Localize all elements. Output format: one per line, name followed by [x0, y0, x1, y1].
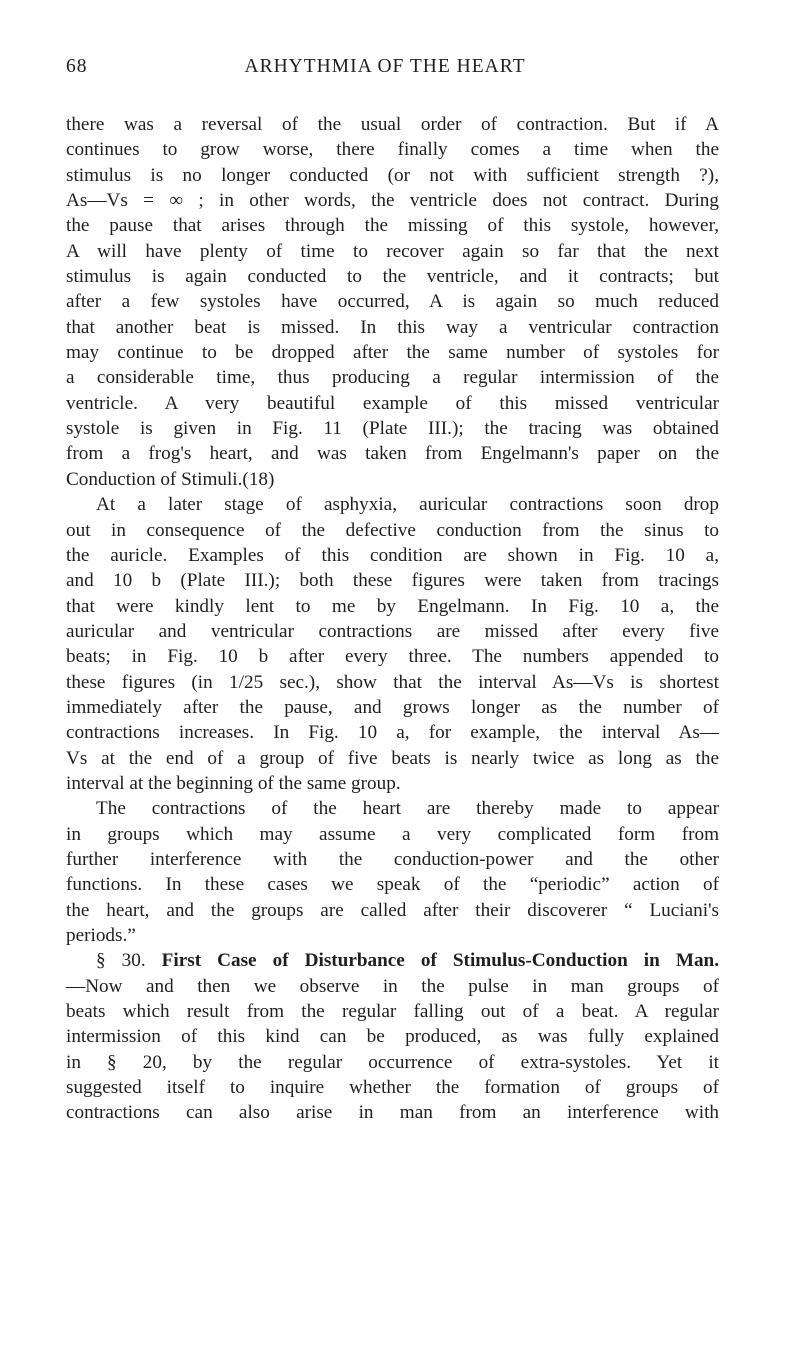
text-line: in groups which may assume a very complicated form from: [66, 823, 719, 845]
text-line: further interference with the conduction-power and the other: [66, 848, 719, 870]
text-line: stimulus is again conducted to the ventricle, and it contracts; but: [66, 266, 719, 288]
text-line: As—Vs = ∞ ; in other words, the ventricle does not contract. During: [66, 190, 719, 212]
section-heading-line: [66, 948, 719, 973]
text-line: after a few systoles have occurred, A is again so much reduced: [66, 291, 719, 313]
text-line: auricular and ventricular contractions are missed after every five: [66, 620, 719, 642]
text-line: a considerable time, thus producing a regular intermission of the: [66, 367, 719, 389]
running-title: ARHYTHMIA OF THE HEART: [244, 56, 526, 77]
text-line: interval at the beginning of the same group.: [66, 772, 401, 794]
text-line: intermission of this kind can be produced, as was fully explained: [66, 1026, 719, 1048]
text-line: these figures (in 1/25 sec.), show that the interval As—Vs is shortest: [66, 671, 719, 693]
text-line: stimulus is no longer conducted (or not with sufficient strength ?),: [66, 164, 719, 186]
page-number: 68: [66, 56, 88, 77]
text-line: Vs at the end of a group of five beats is nearly twice as long as the: [66, 747, 719, 769]
text-line: beats; in Fig. 10 b after every three. The numbers appended to: [66, 646, 719, 668]
body-text: [66, 112, 719, 1126]
text-line: functions. In these cases we speak of the “periodic” action of: [66, 874, 719, 896]
text-line: periods.”: [66, 925, 136, 946]
text-line: The contractions of the heart are thereby made to appear: [96, 798, 719, 820]
text-line: the pause that arises through the missing of this systole, however,: [66, 215, 719, 237]
text-line: Conduction of Stimuli.(18): [66, 468, 275, 490]
text-line: that were kindly lent to me by Engelmann. In Fig. 10 a, the: [66, 595, 719, 617]
text-line: contractions increases. In Fig. 10 a, for example, the interval As—: [66, 722, 719, 744]
text-line: continues to grow worse, there finally comes a time when the: [66, 139, 719, 161]
text-line: out in consequence of the defective conduction from the sinus to: [66, 519, 719, 541]
text-line: and 10 b (Plate III.); both these figures were taken from tracings: [66, 570, 719, 592]
text-line: systole is given in Fig. 11 (Plate III.); the tracing was obtained: [66, 418, 719, 440]
text-line: —Now and then we observe in the pulse in man groups of: [66, 975, 719, 997]
text-line: that another beat is missed. In this way a ventricular contraction: [66, 316, 719, 338]
text-line: from a frog's heart, and was taken from Engelmann's paper on the: [66, 443, 719, 465]
text-line: in § 20, by the regular occurrence of extra-systoles. Yet it: [66, 1051, 719, 1073]
page-header: [66, 56, 704, 82]
text-line: suggested itself to inquire whether the formation of groups of: [66, 1077, 719, 1099]
text-line: the heart, and the groups are called after their discoverer “ Luciani's: [66, 899, 719, 921]
section-heading: First Case of Disturbance of Stimulus-Conduction in Man.: [161, 950, 720, 972]
text-line: immediately after the pause, and grows longer as the number of: [66, 696, 719, 718]
text-line: the auricle. Examples of this condition are shown in Fig. 10 a,: [66, 544, 719, 566]
text-line: may continue to be dropped after the same number of systoles for: [66, 342, 719, 364]
text-line: contractions can also arise in man from an interference with: [66, 1102, 719, 1124]
section-mark: § 30.: [96, 950, 146, 972]
text-line: At a later stage of asphyxia, auricular contractions soon drop: [96, 494, 719, 516]
text-line: there was a reversal of the usual order of contraction. But if A: [66, 114, 719, 135]
text-line: A will have plenty of time to recover again so far that the next: [66, 240, 719, 262]
text-line: ventricle. A very beautiful example of this missed ventricular: [66, 392, 719, 414]
text-line: beats which result from the regular falling out of a beat. A regular: [66, 1001, 719, 1023]
